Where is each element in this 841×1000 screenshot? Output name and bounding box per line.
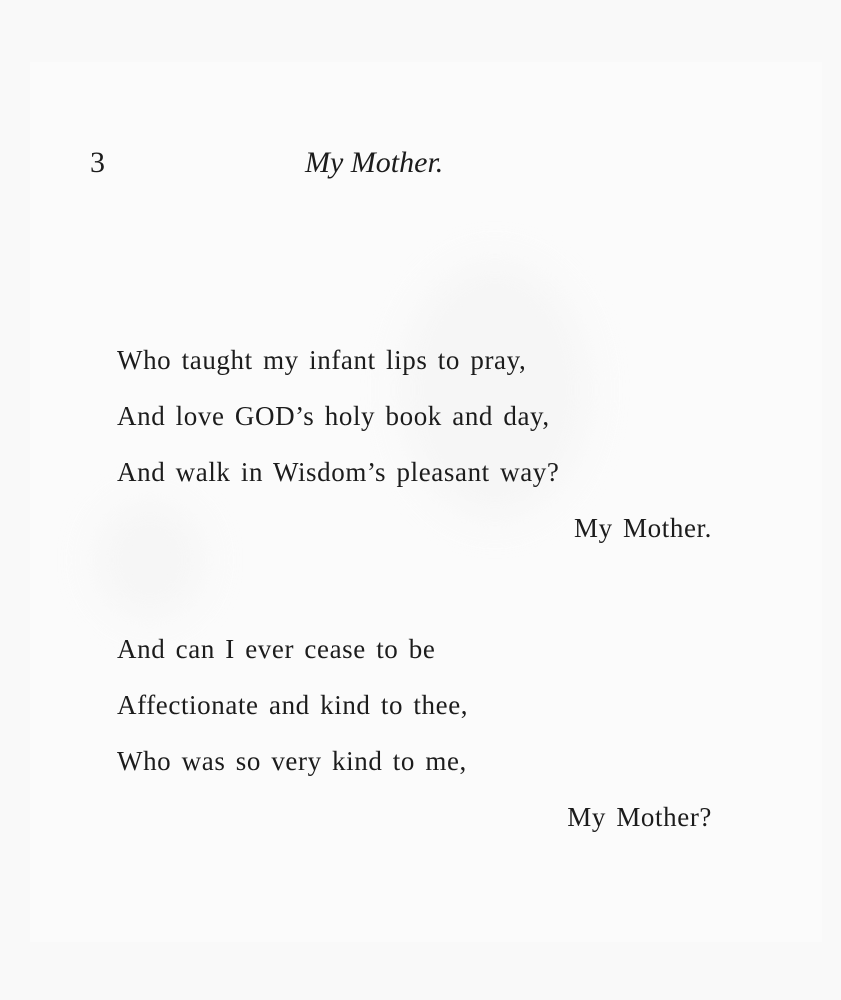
page-number: 3: [90, 146, 105, 179]
stanza: [117, 625, 712, 849]
running-title: My Mother.: [305, 146, 444, 179]
poem-line: And love GOD’s holy book and day,: [117, 401, 550, 431]
poem-line: Who was so very kind to me,: [117, 746, 467, 776]
poem-line: And walk in Wisdom’s pleasant way?: [117, 457, 560, 487]
poem-line: Affectionate and kind to thee,: [117, 690, 469, 720]
refrain-line: My Mother.: [573, 513, 712, 543]
refrain-line: My Mother?: [567, 802, 712, 832]
stanza: [117, 336, 712, 560]
poem-line: Who taught my infant lips to pray,: [117, 345, 527, 375]
poem-line: And can I ever cease to be: [117, 634, 436, 664]
